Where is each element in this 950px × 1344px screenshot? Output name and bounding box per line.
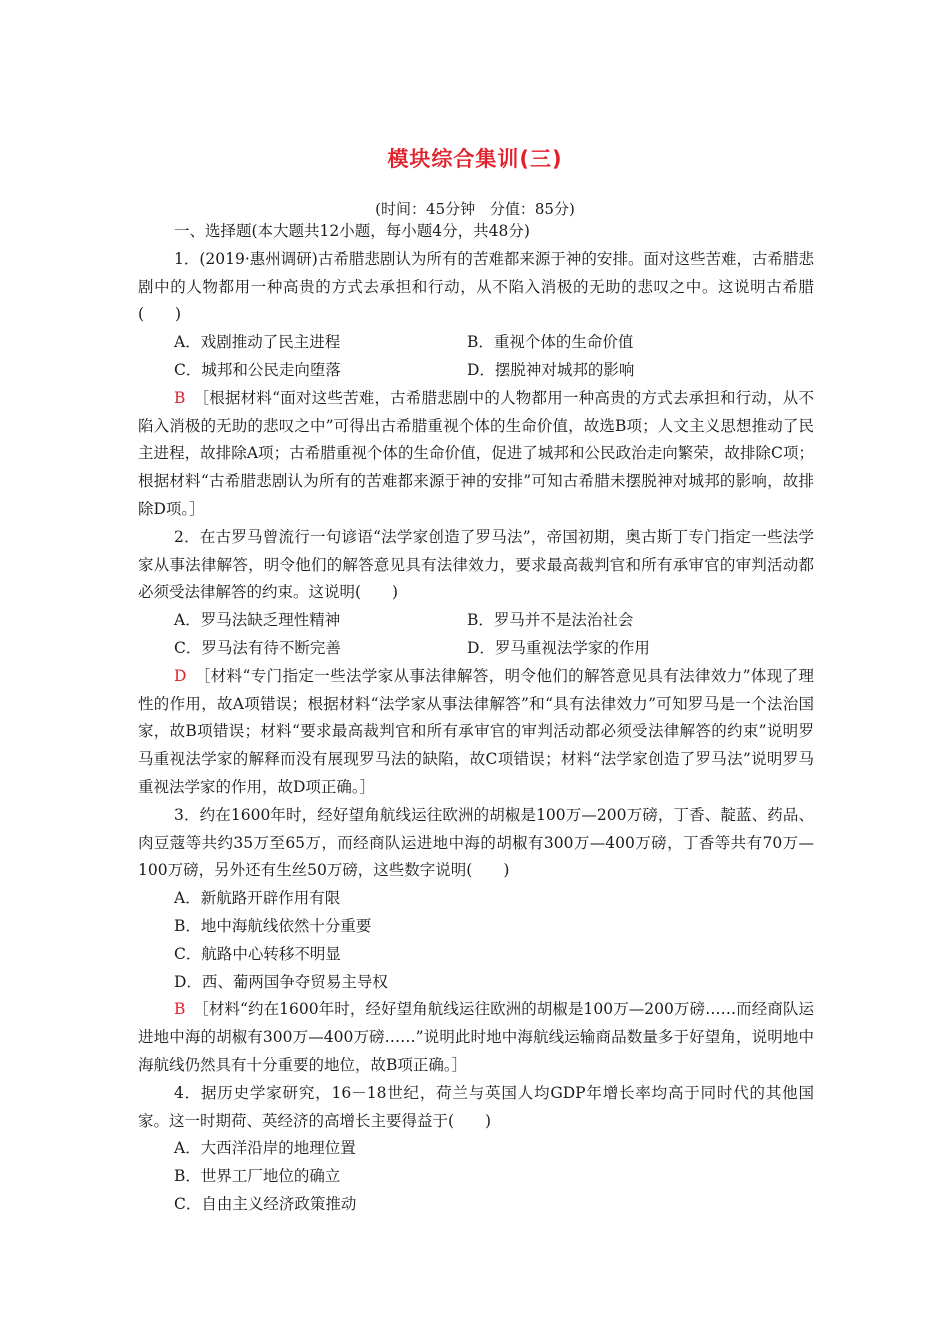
question-3-option-d: D．西、葡两国争夺贸易主导权	[174, 972, 388, 991]
question-3-option-a: A．新航路开辟作用有限	[174, 889, 341, 908]
question-1-answer: B	[174, 388, 186, 407]
question-1-options-row-2	[138, 357, 814, 385]
question-3-answer: B	[174, 1000, 186, 1019]
question-4-option-b: B．世界工厂地位的确立	[174, 1167, 341, 1186]
question-2-option-c: C．罗马法有待不断完善	[174, 638, 341, 657]
question-1-options-row-1	[138, 329, 814, 357]
question-2-stem: 2．在古罗马曾流行一句谚语“法学家创造了罗马法”，帝国初期，奥古斯丁专门指定一些法学家从事法律解答，明令他们的解答意见具有法律效力，要求最高裁判官和所有承审官的审判活动都必须受法律解答的约束。这说明( )	[138, 527, 814, 602]
question-2-option-b: B．罗马并不是法治社会	[467, 611, 634, 630]
question-1-option-b: B．重视个体的生命价值	[467, 333, 634, 352]
question-3-option-c: C．航路中心转移不明显	[174, 944, 341, 963]
question-3-explain-text: ［材料“约在1600年时，经好望角航线运往欧洲的胡椒是100万—200万磅……而经商队运进地中海的胡椒有300万—400万磅……”说明此时地中海航线运输商品数量多于好望角，说明地中海航线仍然具有十分重要的地位，故B项正确。］	[138, 1000, 814, 1074]
question-1-option-c: C．城邦和公民走向堕落	[174, 360, 341, 379]
question-2-options-row-1	[138, 607, 814, 635]
question-3-option-b: B．地中海航线依然十分重要	[174, 916, 372, 935]
question-2-options-row-2	[138, 635, 814, 663]
exam-content	[138, 218, 814, 1219]
question-3-stem: 3．约在1600年时，经好望角航线运往欧洲的胡椒是100万—200万磅，丁香、靛蓝、药品、肉豆蔻等共约35万至65万，而经商队运进地中海的胡椒有300万—400万磅，丁香等共有70万—100万磅，另外还有生丝50万磅，这些数字说明( )	[138, 805, 814, 880]
question-1-explain-text: ［根据材料“面对这些苦难，古希腊悲剧中的人物都用一种高贵的方式去承担和行动，从不陷入消极的无助的悲叹之中”可得出古希腊重视个体的生命价值，故选B项；人文主义思想推动了民主进程，故排除A项；古希腊重视个体的生命价值，促进了城邦和公民政治走向繁荣，故排除C项；根据材料“古希腊悲剧认为所有的苦难都来源于神的安排”可知古希腊未摆脱神对城邦的影响，故排除D项。］	[138, 388, 814, 518]
question-2-option-a: A．罗马法缺乏理性精神	[174, 611, 341, 630]
exam-meta: (时间：45分钟 分值：85分)	[375, 200, 575, 218]
question-4-stem: 4．据历史学家研究，16－18世纪，荷兰与英国人均GDP年增长率均高于同时代的其他国家。这一时期荷、英经济的高增长主要得益于( )	[138, 1083, 814, 1130]
question-1-option-d: D．摆脱神对城邦的影响	[467, 360, 635, 379]
question-4-option-a: A．大西洋沿岸的地理位置	[174, 1139, 356, 1158]
question-1-option-a: A．戏剧推动了民主进程	[174, 333, 341, 352]
question-2-answer: D	[174, 666, 187, 685]
question-4-option-c: C．自由主义经济政策推动	[174, 1194, 357, 1213]
question-2-explanation	[138, 663, 814, 802]
question-2-option-d: D．罗马重视法学家的作用	[467, 638, 650, 657]
question-3-explanation	[138, 996, 814, 1079]
question-1-stem: 1．(2019·惠州调研)古希腊悲剧认为所有的苦难都来源于神的安排。面对这些苦难，古希腊悲剧中的人物都用一种高贵的方式去承担和行动，从不陷入消极的无助的悲叹之中。这说明古希腊( )	[138, 249, 814, 324]
question-1-explanation	[138, 385, 814, 524]
page-title: 模块综合集训(三)	[387, 147, 563, 171]
question-2-explain-text: ［材料“专门指定一些法学家从事法律解答，明令他们的解答意见具有法律效力”体现了理性的作用，故A项错误；根据材料“法学家从事法律解答”和“具有法律效力”可知罗马是一个法治国家，故B项错误；材料“要求最高裁判官和所有承审官的审判活动都必须受法律解答的约束”说明罗马重视法学家的解释而没有展现罗马法的缺陷，故C项错误；材料“法学家创造了罗马法”说明罗马重视法学家的作用，故D项正确。］	[138, 666, 814, 796]
section-heading: 一、选择题(本大题共12小题，每小题4分，共48分)	[174, 222, 530, 240]
